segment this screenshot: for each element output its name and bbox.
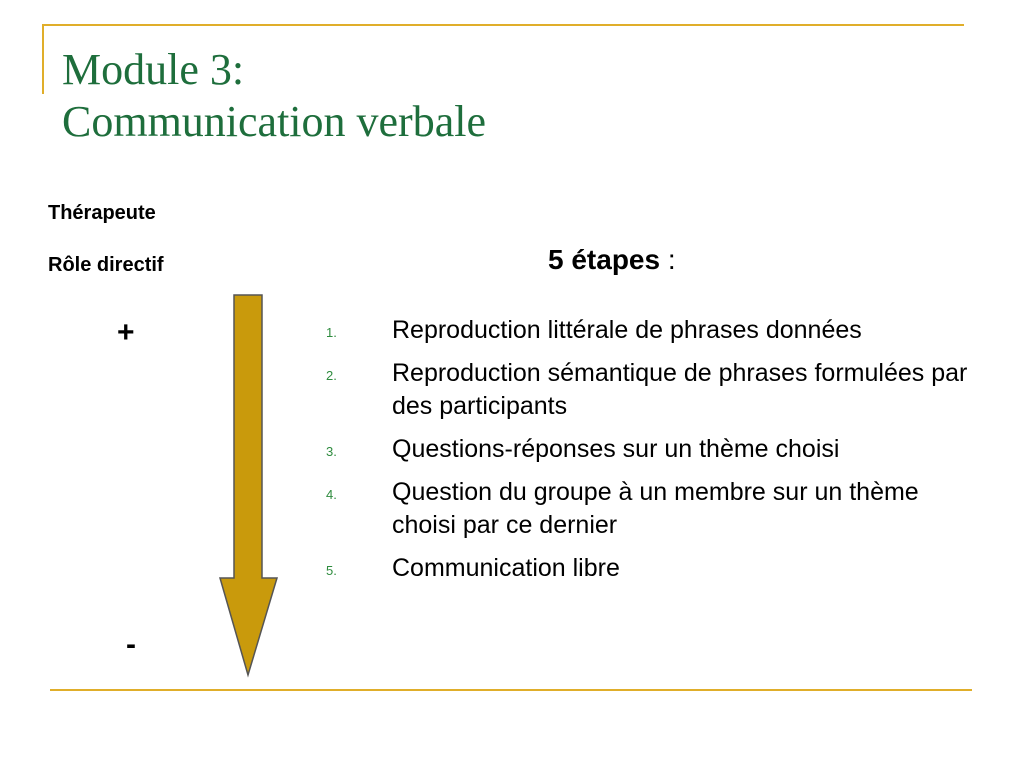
step-text: Reproduction sémantique de phrases formulées par des participants — [392, 359, 968, 420]
down-arrow-shape — [220, 295, 277, 675]
step-number: 4. — [326, 487, 337, 502]
list-item — [326, 433, 976, 466]
step-number: 1. — [326, 325, 337, 340]
title-line-2: Communication verbale — [62, 97, 486, 146]
steps-heading — [548, 244, 676, 276]
title-line-1: Module 3: — [62, 45, 245, 94]
step-text: Questions-réponses sur un thème choisi — [392, 435, 840, 463]
list-item — [326, 476, 976, 542]
steps-list — [326, 314, 976, 595]
down-arrow-icon — [218, 294, 280, 678]
list-item — [326, 314, 976, 347]
frame-left-line — [42, 24, 44, 94]
plus-sign: + — [117, 316, 135, 349]
frame-bottom-line — [50, 689, 972, 691]
step-text: Question du groupe à un membre sur un thème choisi par ce dernier — [392, 478, 919, 539]
list-item — [326, 552, 976, 585]
step-text: Communication libre — [392, 554, 620, 582]
step-number: 2. — [326, 368, 337, 383]
slide-title — [62, 44, 486, 148]
step-text: Reproduction littérale de phrases données — [392, 316, 862, 344]
steps-heading-suffix: : — [660, 244, 676, 275]
step-number: 3. — [326, 444, 337, 459]
minus-sign: - — [126, 628, 136, 661]
role-label: Rôle directif — [48, 254, 164, 276]
steps-heading-bold: 5 étapes — [548, 244, 661, 275]
frame-top-line — [42, 24, 964, 26]
list-item — [326, 357, 976, 423]
therapist-label: Thérapeute — [48, 202, 156, 224]
step-number: 5. — [326, 563, 337, 578]
